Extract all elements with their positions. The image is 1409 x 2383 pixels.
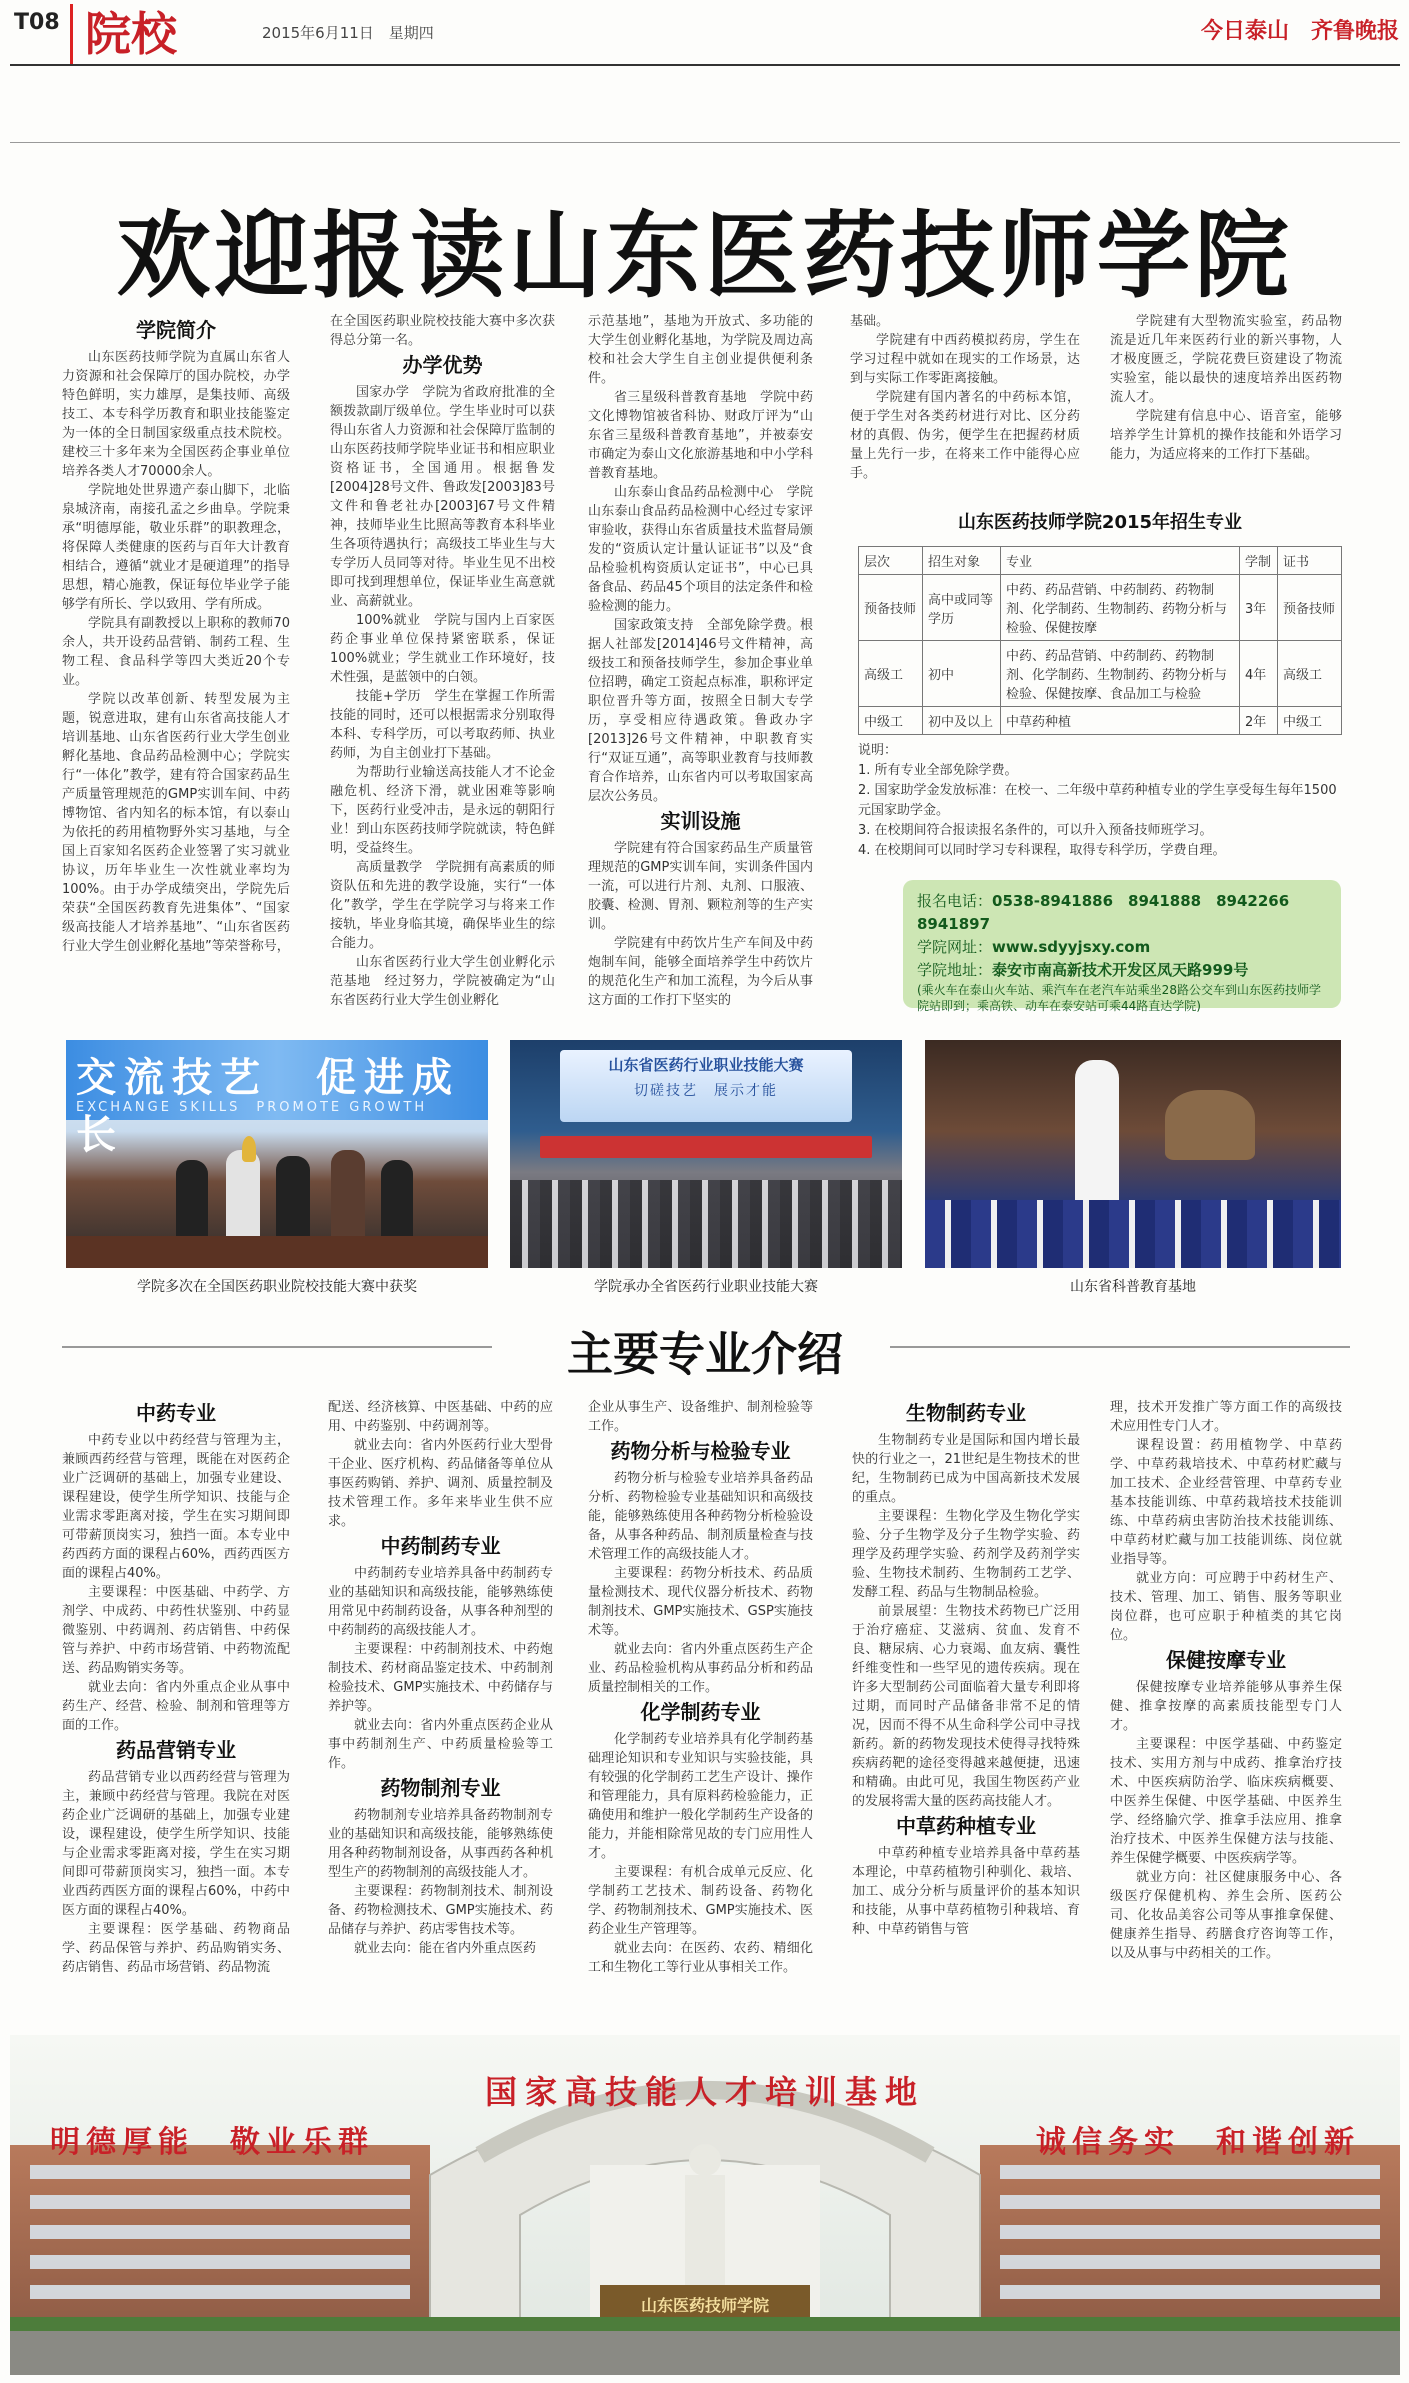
major-paragraph: 就业去向：省内外重点医药企业从事中药制剂生产、中药质量检验等工作。 [328,1718,553,1771]
note-item: 2. 国家助学金发放标准：在校一、二年级中草药种植专业的学生享受每生每年1500元国家助学金。 [858,783,1337,818]
photo-banner-subtext: 切磋技艺 展示才能 [634,1083,778,1099]
photo-caption: 学院多次在全国医药职业院校技能大赛中获奖 [137,1279,417,1295]
table-cell: 2年 [1240,707,1278,735]
major-paragraph: 就业去向：省内外重点医药生产企业、药品检验机构从事药品分析和药品质量控制相关的工作。 [588,1642,813,1695]
award-photo [66,1040,488,1268]
table-row [859,641,1342,707]
majors-title-bar [10,1318,1400,1381]
major-heading: 生物制药专业 [906,1401,1026,1425]
page-number: T08 [14,10,60,35]
major-heading: 中药专业 [136,1401,216,1425]
top-rule [10,142,1400,143]
admissions-notes [858,741,1342,861]
major-paragraph: 主要课程：有机合成单元反应、化学制药工艺技术、制药设备、药物化学、药物制剂技术、GMP实施技术、医药企业生产管理等。 [588,1865,813,1937]
major-paragraph: 主要课程：生物化学及生物化学实验、分子生物学及分子生物学实验、药理学及药理学实验、药剂学及药剂学实验、生物技术制药、生物制药工艺学、发酵工程、药品与生物制品检验。 [852,1509,1080,1600]
admissions-title: 山东医药技师学院2015年招生专业 [957,512,1243,533]
facilities-heading: 实训设施 [660,809,741,833]
table-header-cell: 专业 [1001,547,1240,575]
table-cell: 预备技师 [1278,575,1342,641]
facilities-paragraph: 学院建有中药饮片生产车间及中药炮制车间，能够全面培养学生中药饮片的规范化生产和加工流程，为今后从事这方面的工作打下坚实的 [588,936,813,1008]
masthead-right: 今日泰山 齐鲁晚报 [1200,19,1399,44]
major-paragraph: 主要课程：医学基础、药物商品学、药品保管与养护、药品购销实务、药店销售、药品市场营销、药品物流 [62,1922,290,1975]
address-text: 泰安市南高新技术开发区凤天路999号 [992,961,1249,979]
right-slogan: 诚信务实 和谐创新 [1036,2125,1360,2160]
table-cell: 中草药种植 [1001,707,1240,735]
table-cell: 中级工 [859,707,923,735]
intro-paragraph: 学院具有副教授以上职称的教师70余人，共开设药品营销、制药工程、生物工程、食品科学等四大类近20个专业。 [62,616,290,688]
note-item: 1. 所有专业全部免除学费。 [858,763,1018,778]
photo-banner-subtext: EXCHANGE SKILLS PROMOTE GROWTH [76,1100,428,1115]
col4-paragraph: 学院建有中西药模拟药房，学生在学习过程中就如在现实的工作场景，达到与实际工作零距离接触。 [850,333,1080,386]
advantages-heading: 办学优势 [402,353,483,377]
website-link[interactable]: www.sdyyjsxy.com [992,938,1151,956]
table-cell: 初中 [923,641,1001,707]
major-paragraph: 就业去向：省内外重点企业从事中药生产、经营、检验、制剂和管理等方面的工作。 [62,1680,290,1733]
address-label: 学院地址： [917,961,993,979]
note-item: 3. 在校期间符合报读报名条件的，可以升入预备技师班学习。 [858,823,1213,838]
table-cell: 4年 [1240,641,1278,707]
majors-column-2 [328,1398,553,1958]
table-row [859,575,1342,641]
major-paragraph: 就业方向：社区健康服务中心、各级医疗保健机构、养生会所、医药公司、化妆品美容公司等从事推拿保健、健康养生指导、药膳食疗咨询等工作，以及从事与中药相关的工作。 [1110,1870,1342,1961]
phone-label: 报名电话： [917,892,993,910]
advantages-paragraph: 技能+学历 学生在掌握工作所需技能的同时，还可以根据需求分别取得本科、专科学历，可以考取药师、执业药师，为自主创业打下基础。 [330,689,555,761]
major-paragraph: 中药专业以中药经营与管理为主，兼顾西药经营与管理，既能在对医药企业广泛调研的基础上，加强专业建设、课程建设，使学生所学知识、技能与企业需求零距离对接，学生在实习期间即可带薪顶岗实习，独挡一面。本专业中药西药方面的课程占60%，西药西医方面的课程占40%。 [62,1433,290,1581]
table-cell: 中级工 [1278,707,1342,735]
major-paragraph: 就业去向：省内外医药行业大型骨干企业、医疗机构、药品储备等单位从事医药购销、养护、调剂、质量控制及技术管理工作。多年来毕业生供不应求。 [328,1438,553,1529]
intro-paragraph: 山东医药技师学院为直属山东省人力资源和社会保障厅的国办院校，办学特色鲜明，实力雄厚，是集技师、高级技工、本专科学历教育和职业技能鉴定为一体的全日制国家级重点技术院校。建校三十多年来为全国医药企事业单位培养各类人才70000余人。 [62,350,290,479]
major-paragraph: 主要课程：中医基础、中药学、方剂学、中成药、中药性状鉴别、中药显微鉴别、中药调剂、药店销售、中药保管与养护、中药市场营销、中药物流配送、药品购销实务等。 [62,1585,290,1676]
photo-banner-text: 交流技艺 促进成长 [76,1055,460,1158]
major-paragraph: 课程设置：药用植物学、中草药学、中草药栽培技术、中草药材贮藏与加工技术、企业经营管理、中草药专业基本技能训练、中草药栽培技术技能训练、中草药病虫害防治技术技能训练、中草药材贮藏与加工技能训练、岗位就业指导等。 [1110,1438,1342,1567]
major-paragraph: 主要课程：中药制剂技术、中药炮制技术、药材商品鉴定技术、中药制剂检验技术、GMP实施技术、中药储存与养护等。 [328,1642,553,1714]
major-paragraph: 配送、经济核算、中医基础、中药的应用、中药鉴别、中药调剂等。 [328,1400,553,1434]
competition-photo [510,1040,902,1268]
table-cell: 预备技师 [859,575,923,641]
major-paragraph: 中药制药专业培养具备中药制药专业的基础知识和高级技能，能够熟练使用常见中药制药设备，从事各种剂型的中药制药的高级技能人才。 [328,1566,553,1638]
table-row [859,707,1342,735]
intro-heading: 学院简介 [136,318,216,342]
major-heading: 化学制药专业 [640,1700,761,1724]
table-header-cell: 层次 [859,547,923,575]
major-paragraph: 主要课程：中医学基础、中药鉴定技术、实用方剂与中成药、推拿治疗技术、中医疾病防治学、临床疾病概要、中医养生保健、中医学基础、中医养生学、经络腧穴学、推拿手法应用、推拿治疗技术、中医养生保健方法与技能、养生保健学概要、中医疾病学等。 [1110,1737,1342,1866]
section-label: 院校 [70,4,191,64]
directions-text: (乘火车在泰山火车站、乘汽车在老汽车站乘坐28路公交车到山东医药技师学院站即到；乘高铁、动车在泰安站可乘44路直达学院) [917,983,1321,1013]
advantages-paragraph: 高质量教学 学院拥有高素质的师资队伍和先进的教学设施，实行“一体化”教学，学生在学院学习与将来工作接轨，毕业身临其境，确保毕业生的综合能力。 [330,860,555,951]
major-paragraph: 企业从事生产、设备维护、制剂检验等工作。 [588,1400,813,1434]
museum-photo [925,1040,1341,1268]
campus-banner [10,2035,1400,2375]
majors-column-5 [1110,1398,1342,1963]
major-paragraph: 中草药种植专业培养具备中草药基本理论，中草药植物引种驯化、栽培、加工、成分分析与质量评价的基本知识和技能，从事中草药植物引种栽培、育种、中草药销售与管 [852,1846,1080,1937]
photo-caption: 山东省科普教育基地 [1070,1279,1196,1295]
major-paragraph: 生物制药专业是国际和国内增长最快的行业之一，21世纪是生物技术的世纪，生物制药已成为中国高新技术发展的重点。 [852,1433,1080,1505]
col2-lead-paragraph: 在全国医药职业院校技能大赛中多次获得总分第一名。 [330,314,555,348]
major-paragraph: 理，技术开发推广等方面工作的高级技术应用性专门人才。 [1110,1400,1342,1434]
notes-label: 说明： [858,743,898,758]
table-cell: 初中及以上 [923,707,1001,735]
phone-numbers: 0538-8941886 8941888 8942266 8941897 [917,892,1305,933]
major-heading: 中药制药专业 [380,1534,501,1558]
gate-name-plate: 山东医药技师学院 [640,2296,769,2315]
contact-box [903,880,1341,1013]
col3-paragraph: 省三星级科普教育基地 学院中药文化博物馆被省科协、财政厅评为“山东省三星级科普教育基地”，并被泰安市确定为泰山文化旅游基地和中小学科普教育基地。 [588,390,813,481]
advantages-paragraph: 为帮助行业输送高技能人才不论金融危机、经济下滑，就业困难等影响下，医药行业受冲击，是永远的朝阳行业！到山东医药技师学院就读，特色鲜明，受益终生。 [330,765,555,856]
major-paragraph: 就业去向：在医药、农药、精细化工和生物化工等行业从事相关工作。 [588,1941,813,1975]
major-heading: 中草药种植专业 [896,1814,1036,1838]
major-heading: 药物分析与检验专业 [610,1439,791,1463]
advantages-paragraph: 国家办学 学院为省政府批准的全额拨款副厅级单位。学生毕业时可以获得山东省人力资源和社会保障厅监制的山东医药技师学院毕业证书和相应职业资格证书，全国通用。根据鲁发[2004]28号文件、鲁政发[2003]83号文件和鲁老社办[2003]67号文件精神，技师毕业生比照高等教育本科毕业生各项待遇执行；高级技工毕业生与大专学历人员同等对待。毕业生见不出校即可找到理想单位，保证毕业生高意就业、高薪就业。 [330,385,555,609]
majors-column-3 [588,1398,813,1977]
major-paragraph: 化学制药专业培养具有化学制药基础理论知识和专业知识与实验技能，具有较强的化学制药工艺生产设计、操作和管理能力，具有原料药检验能力，正确使用和维护一般化学制药生产设备的能力，并能相除常见故的专门应用性人才。 [588,1732,813,1861]
major-heading: 保健按摩专业 [1166,1648,1286,1672]
col4-paragraph: 学院建有国内著名的中药标本馆，便于学生对各类药材进行对比、区分药材的真假、伪劣，便学生在把握药材质量上先行一步，在将来工作中能得心应手。 [850,390,1080,481]
note-item: 4. 在校期间可以同时学习专科课程，取得专科学历，学费自理。 [858,843,1226,858]
header-rule [10,64,1400,66]
major-paragraph: 主要课程：药物分析技术、药品质量检测技术、现代仪器分析技术、药物制剂技术、GMP实施技术、GSP实施技术等。 [588,1566,813,1638]
table-header-cell: 学制 [1240,547,1278,575]
advantages-column [330,312,555,1010]
majors-column-1 [62,1398,290,1977]
advantages-paragraph: 山东省医药行业大学生创业孵化示范基地 经过努力，学院被确定为“山东省医药行业大学生创业孵化 [330,955,555,1008]
intro-paragraph: 学院地处世界遗产泰山脚下，北临泉城济南，南接孔孟之乡曲阜。学院秉承“明德厚能，敬业乐群”的职教理念，将保障人类健康的医药与百年大计教育相结合，遵循“就业才是硬道理”的指导思想，精心施教，保证每位毕业学子能够学有所长、学以致用、学有所成。 [62,483,290,612]
left-slogan: 明德厚能 敬业乐群 [50,2125,374,2160]
admissions-table [858,546,1342,735]
table-cell: 高级工 [1278,641,1342,707]
col5-paragraph: 学院建有信息中心、语音室，能够培养学生计算机的操作技能和外语学习能力，为适应将来的工作打下基础。 [1110,409,1342,462]
major-heading: 药物制剂专业 [380,1776,501,1800]
banner-arch-text: 国家高技能人才培训基地 [484,2073,925,2111]
table-cell: 3年 [1240,575,1278,641]
table-header-cell: 证书 [1278,547,1342,575]
col4-paragraph: 基础。 [850,314,890,329]
col3-paragraph: 国家政策支持 全部免除学费。根据人社部发[2014]46号文件精神，高级技工和预备技师学生，参加企事业单位招聘，确定工资起点标准，职称评定职位晋升等方面，按照全日制大专学历，享受相应待遇政策。鲁政办字[2013]26号文件精神，中职教育实行“双证互通”，高等职业教育与技师教育合作培养，山东省内可以考取国家高层次公务员。 [588,618,813,804]
intro-paragraph: 学院以改革创新、转型发展为主题，锐意进取，建有山东省高技能人才培训基地、山东省医药行业大学生创业孵化基地、食品药品检测中心；学院实行“一体化”教学，建有符合国家药品生产质量管理规范的GMP实训车间、中药博物馆、省内知名的标本馆，有以泰山为依托的药用植物野外实习基地，与全国上百家知名医药企业签署了实习就业协议，历年毕业生一次性就业率均为100%。由于办学成绩突出，学院先后荣获“全国医药教育先进集体”、“国家级高技能人才培养基地”、“山东省医药行业大学生创业孵化基地”等荣誉称号， [62,692,290,954]
table-header-row [859,547,1342,575]
major-paragraph: 药品营销专业以西药经营与管理为主，兼顾中药经营与管理。我院在对医药企业广泛调研的基础上，加强专业建设，课程建设，使学生所学知识、技能与企业需求零距离对接，学生在实习期间即可带薪顶岗实习，独挡一面。本专业西药西医方面的课程占60%，中药中医方面的课程占40%。 [62,1770,290,1918]
table-cell: 高中或同等学历 [923,575,1001,641]
major-heading: 药品营销专业 [116,1738,236,1762]
photo-caption: 学院承办全省医药行业职业技能大赛 [594,1279,818,1295]
table-cell: 高级工 [859,641,923,707]
web-label: 学院网址： [917,938,993,956]
major-paragraph: 前景展望：生物技术药物已广泛用于治疗癌症、艾滋病、贫血、发育不良、糖尿病、心力衰竭、血友病、囊性纤维变性和一些罕见的遗传疾病。现在许多大型制药公司面临着大量专利即将过期，而同时产品储备非常不足的情况，因而不得不从生命科学公司中寻找新药。新的药物发现技术使得寻找特殊疾病药靶的途径变得越来越便捷，迅速和精确。由此可见，我国生物医药产业的发展将需大量的医药高技能人才。 [852,1604,1080,1809]
photo-banner-text: 山东省医药行业职业技能大赛 [608,1056,804,1074]
major-paragraph: 就业去向：能在省内外重点医药 [354,1941,537,1956]
advantages-paragraph: 100%就业 学院与国内上百家医药企事业单位保持紧密联系，保证100%就业；学生就业工作环境好，技术性强，是蓝领中的白领。 [330,613,555,685]
majors-title: 主要专业介绍 [567,1327,843,1381]
table-header-cell: 招生对象 [923,547,1001,575]
col3-paragraph: 示范基地”，基地为开放式、多功能的大学生创业孵化基地，为学院及周边高校和社会大学生自主创业提供便利条件。 [588,314,813,386]
major-paragraph: 保健按摩专业培养能够从事养生保健、推拿按摩的高素质技能型专门人才。 [1110,1680,1342,1733]
major-paragraph: 就业方向：可应聘于中药材生产、技术、管理、加工、销售、服务等职业岗位群，也可应职于种植类的其它岗位。 [1110,1571,1342,1643]
facilities-paragraph: 学院建有符合国家药品生产质量管理规范的GMP实训车间，实训条件国内一流，可以进行片剂、丸剂、口服液、胶囊、检测、胃剂、颗粒剂等的生产实训。 [588,841,813,932]
major-paragraph: 药物制剂专业培养具备药物制剂专业的基础知识和高级技能，能够熟练使用各种药物制剂设备，从事西药各种机型生产的药物制剂的高级技能人才。 [328,1808,553,1880]
majors-column-4 [852,1398,1080,1939]
main-title: 欢迎报读山东医药技师学院 [116,202,1293,311]
major-paragraph: 药物分析与检验专业培养具备药品分析、药物检验专业基础知识和高级技能，能够熟练使用各种药物分析检验设备，从事各种药品、制剂质量检查与技术管理工作的高级技能人才。 [588,1471,813,1562]
admissions-box [858,508,1342,861]
major-paragraph: 主要课程：药物制剂技术、制剂设备、药物检测技术、GMP实施技术、药品储存与养护、药店零售技术等。 [328,1884,553,1937]
table-cell: 中药、药品营销、中药制药、药物制剂、化学制药、生物制药、药物分析与检验、保健按摩、食品加工与检验 [1001,641,1240,707]
col3-paragraph: 山东泰山食品药品检测中心 学院山东泰山食品药品检测中心经过专家评审验收，获得山东省质量技术监督局颁发的“资质认定计量认证证书”以及“食品检验机构资质认定证书”，中心已具备食品、药品45个项目的法定条件和检验检测的能力。 [588,485,813,614]
facilities-column [588,312,813,1010]
issue-date: 2015年6月11日 星期四 [262,24,434,42]
col4-text [850,312,1080,483]
col5-text [1110,312,1342,464]
table-cell: 中药、药品营销、中药制药、药物制剂、化学制药、生物制药、药物分析与检验、保健按摩 [1001,575,1240,641]
col5-paragraph: 学院建有大型物流实验室，药品物流是近几年来医药行业的新兴事物，人才极度匮乏，学院花费巨资建设了物流实验室，能以最快的速度培养出医药物流人才。 [1110,314,1342,405]
intro-column [62,315,290,956]
